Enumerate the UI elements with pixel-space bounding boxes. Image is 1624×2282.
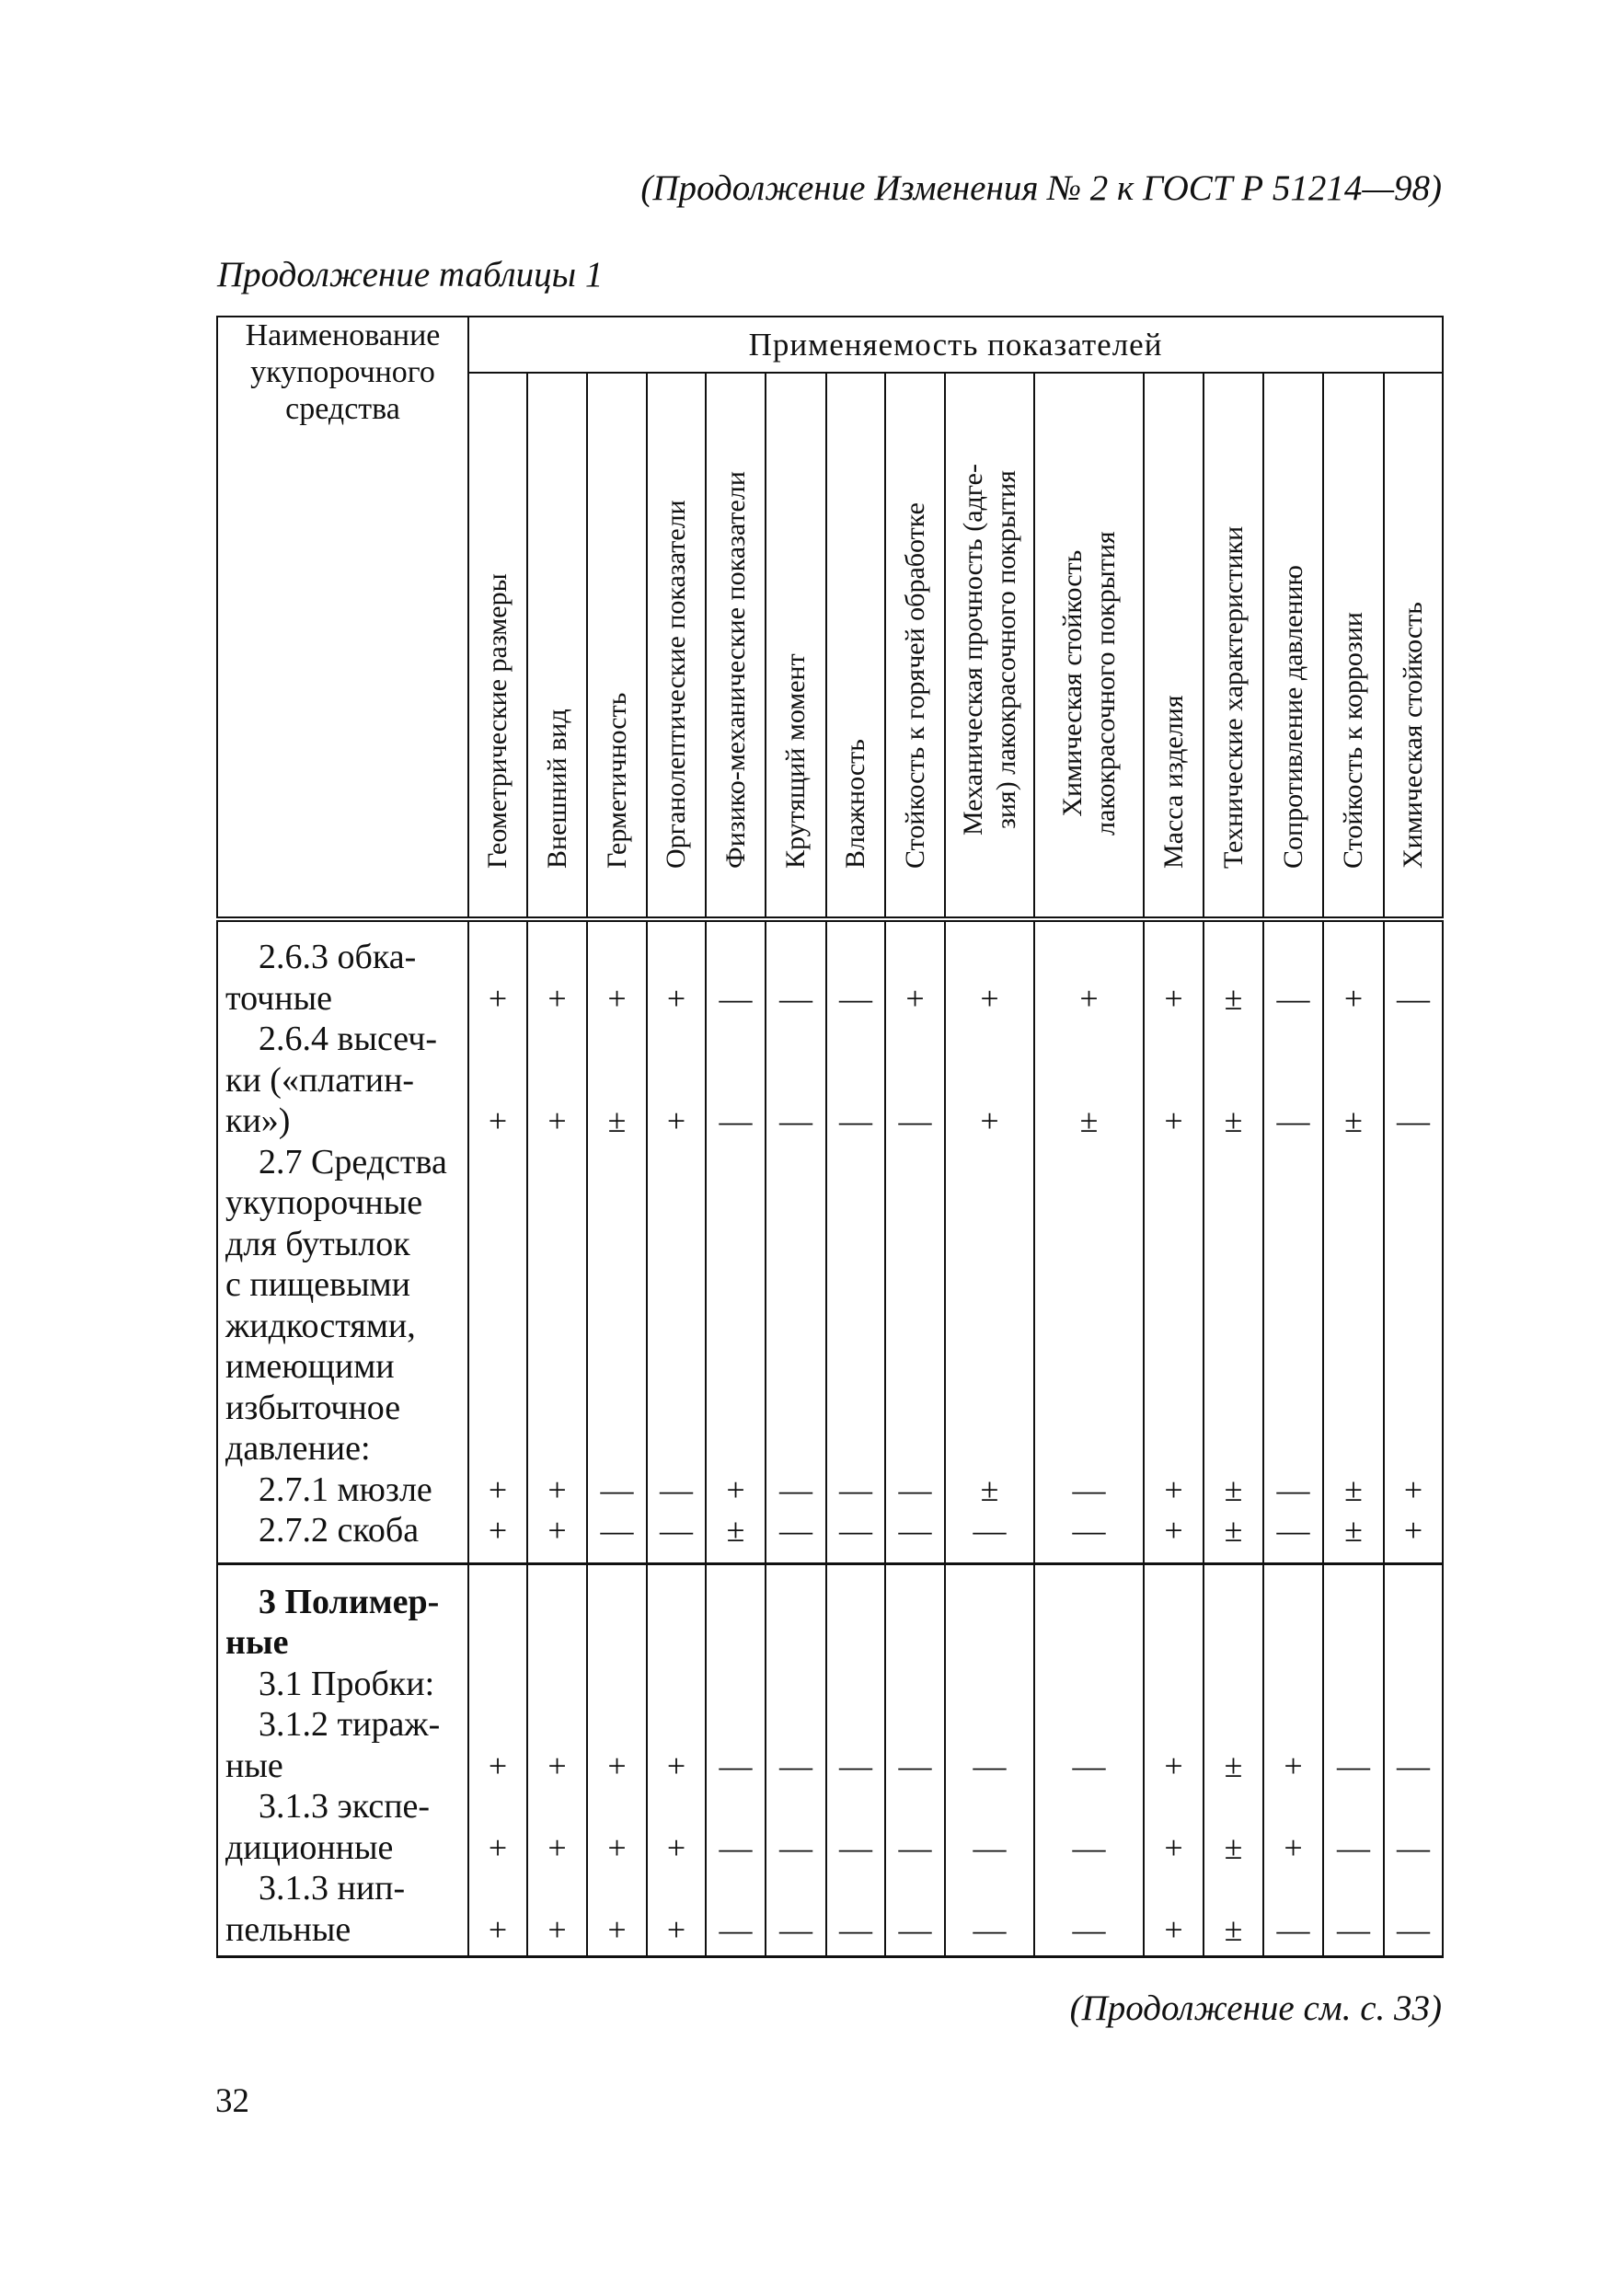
column-header-label: Внешний вид [541, 709, 572, 869]
section1-col-12 [1204, 919, 1263, 1563]
value-mark: — [779, 1746, 812, 1784]
name-line: жидкостями, [225, 1306, 416, 1345]
name-column-header: Наименование укупорочного средства [217, 317, 468, 919]
column-header-label: Крутящий момент [780, 653, 811, 869]
value-mark: — [1397, 1828, 1430, 1866]
value-mark: — [898, 1910, 932, 1948]
name-line: пельные [225, 1909, 351, 1949]
value-mark: ± [1224, 1910, 1243, 1948]
name-line: диционные [225, 1827, 394, 1867]
value-mark: — [1072, 1512, 1106, 1549]
section2-col-1 [468, 1563, 527, 1957]
value-mark: + [547, 1746, 567, 1784]
value-mark: + [905, 979, 925, 1017]
column-header-label: Герметичность [601, 692, 632, 869]
column-header-11 [1144, 373, 1204, 919]
section2-col-12 [1204, 1563, 1263, 1957]
column-header-13 [1263, 373, 1323, 919]
column-header-label: Физико-механические показатели [720, 471, 751, 869]
value-mark: + [547, 1512, 567, 1549]
value-mark: — [839, 1746, 872, 1784]
value-mark: + [607, 1746, 627, 1784]
section2-col-13 [1263, 1563, 1323, 1957]
value-mark: ± [1079, 1102, 1099, 1139]
column-header-label: Стойкость к горячей обработке [899, 502, 930, 869]
value-mark: — [779, 1470, 812, 1508]
table-caption: Продолжение таблицы 1 [217, 255, 604, 294]
section2-col-4 [647, 1563, 706, 1957]
name-line: 2.7 Средства [259, 1142, 447, 1181]
column-header-label: Химическая стойкость [1398, 602, 1428, 869]
value-mark: ± [1224, 1102, 1243, 1139]
value-mark: + [666, 979, 686, 1017]
value-mark: — [1397, 1102, 1430, 1139]
value-mark: — [973, 1828, 1007, 1866]
value-mark: — [1337, 1910, 1370, 1948]
value-mark: ± [607, 1102, 627, 1139]
value-mark: + [1284, 1746, 1303, 1784]
value-mark: + [488, 1512, 508, 1549]
section1-name-cell [217, 919, 468, 1563]
value-mark: — [660, 1470, 693, 1508]
column-header-label: Технические характеристики [1217, 525, 1249, 869]
section1-col-1 [468, 919, 527, 1563]
value-mark: ± [1224, 979, 1243, 1017]
section1-col-11 [1144, 919, 1204, 1563]
name-line: точные [225, 978, 332, 1018]
section2-col-8 [885, 1563, 945, 1957]
value-mark: + [1403, 1470, 1423, 1508]
value-mark: ± [1224, 1512, 1243, 1549]
section2-col-3 [587, 1563, 647, 1957]
value-mark: — [1397, 979, 1430, 1017]
column-header-label: Сопротивление давлению [1277, 565, 1308, 869]
value-mark: — [719, 979, 753, 1017]
section2-col-9 [945, 1563, 1034, 1957]
value-mark: + [547, 1470, 567, 1508]
column-header-label: Механическая прочность (адге- зия) лакокрасочного покрытия [957, 464, 1021, 836]
value-mark: + [607, 1828, 627, 1866]
value-mark: — [898, 1512, 932, 1549]
column-header-5 [706, 373, 766, 919]
section1-col-14 [1323, 919, 1384, 1563]
column-header-1 [468, 373, 527, 919]
name-line: давление: [225, 1429, 371, 1468]
value-mark: — [1072, 1470, 1106, 1508]
value-mark: — [1276, 979, 1310, 1017]
value-mark: + [488, 1828, 508, 1866]
value-mark: + [488, 1910, 508, 1948]
value-mark: + [666, 1102, 686, 1139]
column-header-label: Геометрические размеры [482, 573, 513, 869]
value-mark: — [973, 1910, 1007, 1948]
value-mark: + [1164, 1910, 1183, 1948]
footer-note: (Продолжение см. с. 33) [1069, 1988, 1442, 2028]
value-mark: — [779, 1512, 812, 1549]
name-line: имеющими [225, 1347, 395, 1386]
section2-col-14 [1323, 1563, 1384, 1957]
value-mark: ± [726, 1512, 745, 1549]
value-mark: + [607, 979, 627, 1017]
value-mark: ± [1344, 1470, 1363, 1508]
column-header-9 [945, 373, 1034, 919]
column-header-label: Органолептические показатели [661, 500, 691, 869]
value-mark: + [1164, 979, 1183, 1017]
value-mark: ± [1224, 1470, 1243, 1508]
section2-col-5 [706, 1563, 766, 1957]
value-mark: + [547, 1102, 567, 1139]
name-line: 3 Полимер- [259, 1582, 440, 1621]
value-mark: + [488, 1102, 508, 1139]
value-mark: + [666, 1828, 686, 1866]
column-header-12 [1204, 373, 1263, 919]
value-mark: — [898, 1746, 932, 1784]
name-line: 2.6.4 высеч- [259, 1020, 437, 1058]
value-mark: + [1284, 1828, 1303, 1866]
name-line: ки») [225, 1101, 291, 1140]
column-header-6 [766, 373, 826, 919]
section2-col-7 [826, 1563, 885, 1957]
column-header-4 [647, 373, 706, 919]
value-mark: — [1276, 1102, 1310, 1139]
value-mark: — [779, 1828, 812, 1866]
name-line: 3.1 Пробки: [259, 1664, 435, 1703]
section1-col-3 [587, 919, 647, 1563]
value-mark: — [719, 1828, 753, 1866]
name-line: 2.6.3 обка- [259, 938, 417, 976]
section2-col-6 [766, 1563, 826, 1957]
value-mark: — [1072, 1828, 1106, 1866]
name-line: ные [225, 1623, 289, 1662]
value-mark: + [666, 1910, 686, 1948]
section1-col-8 [885, 919, 945, 1563]
name-line: ки («платин- [225, 1060, 415, 1100]
value-mark: — [898, 1102, 932, 1139]
value-mark: — [1072, 1910, 1106, 1948]
value-mark: — [839, 1512, 872, 1549]
value-mark: + [488, 1746, 508, 1784]
column-header-10 [1034, 373, 1144, 919]
section1-col-2 [527, 919, 587, 1563]
section2-col-11 [1144, 1563, 1204, 1957]
value-mark: — [719, 1910, 753, 1948]
name-line: избыточное [225, 1388, 401, 1427]
value-mark: — [839, 1470, 872, 1508]
value-mark: — [1337, 1746, 1370, 1784]
value-mark: — [1397, 1746, 1430, 1784]
value-mark: + [607, 1910, 627, 1948]
page-number: 32 [215, 2082, 249, 2120]
value-mark: + [1164, 1746, 1183, 1784]
value-mark: ± [1224, 1828, 1243, 1866]
value-mark: — [1397, 1910, 1430, 1948]
column-header-8 [885, 373, 945, 919]
value-mark: + [980, 979, 999, 1017]
value-mark: — [839, 1102, 872, 1139]
value-mark: + [547, 979, 567, 1017]
header-note: (Продолжение Изменения № 2 к ГОСТ Р 51214—98) [640, 168, 1442, 208]
name-line: 2.7.1 мюзле [259, 1469, 432, 1509]
section2-col-10 [1034, 1563, 1144, 1957]
section1-col-15 [1384, 919, 1443, 1563]
value-mark: — [898, 1828, 932, 1866]
section1-row [217, 919, 1443, 1563]
section1-col-10 [1034, 919, 1144, 1563]
name-line: для бутылок [225, 1224, 410, 1263]
column-header-label: Масса изделия [1158, 695, 1189, 869]
applicability-table [216, 316, 1444, 1958]
value-mark: ± [1344, 1512, 1363, 1549]
value-mark: + [547, 1910, 567, 1948]
column-header-3 [587, 373, 647, 919]
value-mark: + [726, 1470, 745, 1508]
value-mark: + [488, 979, 508, 1017]
value-mark: — [1337, 1828, 1370, 1866]
name-line: 2.7.2 скоба [259, 1511, 420, 1550]
section2-row [217, 1563, 1443, 1957]
section1-col-13 [1263, 919, 1323, 1563]
value-mark: — [779, 979, 812, 1017]
value-mark: — [1072, 1746, 1106, 1784]
value-mark: — [719, 1746, 753, 1784]
section1-col-4 [647, 919, 706, 1563]
column-header-7 [826, 373, 885, 919]
value-mark: + [1164, 1512, 1183, 1549]
value-mark: + [1403, 1512, 1423, 1549]
name-line: 3.1.3 нип- [259, 1869, 406, 1907]
value-mark: — [1276, 1910, 1310, 1948]
value-mark: — [719, 1102, 753, 1139]
value-mark: — [779, 1102, 812, 1139]
value-mark: + [547, 1828, 567, 1866]
value-mark: ± [1344, 1102, 1363, 1139]
value-mark: — [600, 1512, 634, 1549]
value-mark: — [600, 1470, 634, 1508]
column-header-label: Химическая стойкость лакокрасочного покрытия [1056, 531, 1121, 836]
section1-col-9 [945, 919, 1034, 1563]
value-mark: — [779, 1910, 812, 1948]
column-header-label: Стойкость к коррозии [1338, 612, 1368, 869]
section1-col-6 [766, 919, 826, 1563]
column-header-15 [1384, 373, 1443, 919]
column-header-14 [1323, 373, 1384, 919]
value-mark: + [1164, 1828, 1183, 1866]
name-line: 3.1.3 экспе- [259, 1787, 431, 1826]
value-mark: — [1276, 1470, 1310, 1508]
name-line: с пищевыми [225, 1265, 411, 1304]
section2-col-15 [1384, 1563, 1443, 1957]
value-mark: — [839, 1910, 872, 1948]
value-mark: + [1164, 1470, 1183, 1508]
value-mark: — [898, 1470, 932, 1508]
section1-col-5 [706, 919, 766, 1563]
section2-col-2 [527, 1563, 587, 1957]
value-mark: + [1343, 979, 1364, 1017]
value-mark: — [839, 1828, 872, 1866]
value-mark: + [488, 1470, 508, 1508]
section1-col-7 [826, 919, 885, 1563]
value-mark: ± [980, 1470, 999, 1508]
name-line: 3.1.2 тираж- [259, 1705, 441, 1744]
section2-name-cell [217, 1563, 468, 1957]
value-mark: — [973, 1512, 1007, 1549]
column-header-label: Влажность [840, 739, 870, 869]
column-header-2 [527, 373, 587, 919]
value-mark: — [1276, 1512, 1310, 1549]
value-mark: — [660, 1512, 693, 1549]
value-mark: + [1079, 979, 1099, 1017]
value-mark: + [1164, 1102, 1183, 1139]
value-mark: + [666, 1746, 686, 1784]
value-mark: — [839, 979, 872, 1017]
name-line: укупорочные [225, 1183, 423, 1222]
value-mark: + [980, 1102, 999, 1139]
value-mark: ± [1224, 1746, 1243, 1784]
value-mark: — [973, 1746, 1007, 1784]
name-line: ные [225, 1746, 283, 1785]
group-header: Применяемость показателей [468, 317, 1443, 373]
